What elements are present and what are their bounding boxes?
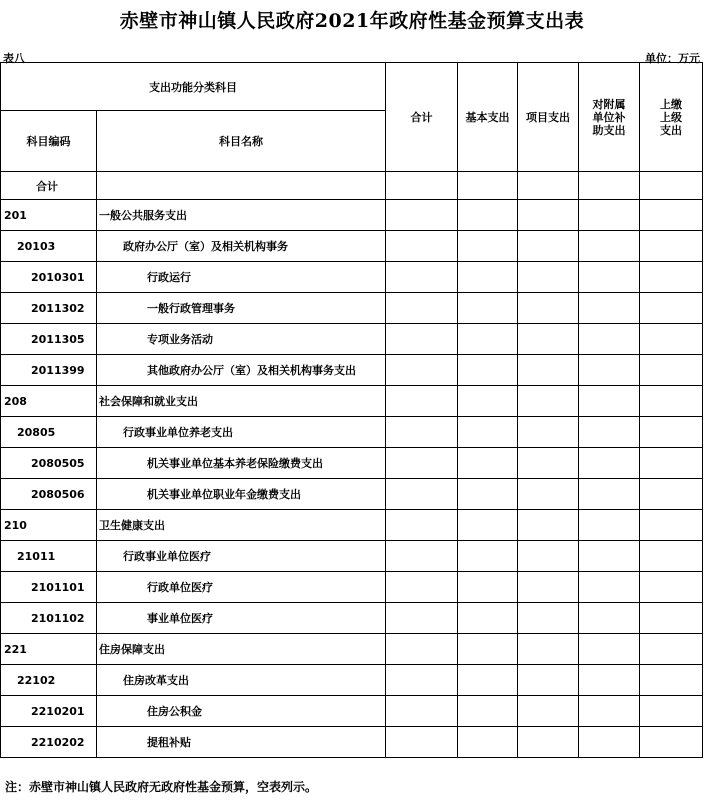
- table-cell: [458, 355, 518, 386]
- row-name: 机关事业单位职业年金缴费支出: [97, 479, 386, 510]
- table-cell: [518, 665, 579, 696]
- row-name: 一般行政管理事务: [97, 293, 386, 324]
- row-code: 2210201: [1, 696, 97, 727]
- table-cell: [518, 541, 579, 572]
- row-code: 20805: [1, 417, 97, 448]
- row-code: 2011399: [1, 355, 97, 386]
- table-cell: [386, 231, 458, 262]
- table-cell: [386, 572, 458, 603]
- header-subsidy: 对附属单位补助支出: [579, 63, 640, 172]
- row-name: 专项业务活动: [97, 324, 386, 355]
- table-row: [1, 727, 703, 758]
- table-cell: [518, 355, 579, 386]
- row-code: 20103: [1, 231, 97, 262]
- table-cell: [579, 293, 640, 324]
- table-cell: [640, 696, 703, 727]
- table-cell: [386, 355, 458, 386]
- table-cell: [518, 386, 579, 417]
- total-row-label: 合计: [1, 172, 97, 200]
- table-cell: [518, 172, 579, 200]
- header-basic: 基本支出: [458, 63, 518, 172]
- table-cell: [579, 572, 640, 603]
- row-code: 2101101: [1, 572, 97, 603]
- table-cell: [458, 262, 518, 293]
- table-cell: [518, 293, 579, 324]
- table-cell: [579, 172, 640, 200]
- table-cell: [579, 603, 640, 634]
- row-name: 一般公共服务支出: [97, 200, 386, 231]
- table-cell: [640, 386, 703, 417]
- table-cell: [458, 541, 518, 572]
- table-cell: [579, 448, 640, 479]
- table-row: [1, 355, 703, 386]
- table-row: [1, 696, 703, 727]
- table-cell: [640, 324, 703, 355]
- row-name: 住房公积金: [97, 696, 386, 727]
- table-row: [1, 572, 703, 603]
- table-cell: [458, 293, 518, 324]
- table-cell: [518, 324, 579, 355]
- table-cell: [640, 417, 703, 448]
- table-row: [1, 665, 703, 696]
- header-name: 科目名称: [97, 111, 386, 172]
- table-label: 表八: [3, 52, 25, 65]
- table-cell: [579, 479, 640, 510]
- table-cell: [579, 231, 640, 262]
- table-cell: [518, 634, 579, 665]
- table-cell: [386, 172, 458, 200]
- table-cell: [458, 665, 518, 696]
- table-cell: [386, 200, 458, 231]
- table-cell: [458, 572, 518, 603]
- budget-table: [0, 62, 703, 758]
- total-row: [1, 172, 703, 200]
- table-cell: [386, 324, 458, 355]
- table-cell: [458, 172, 518, 200]
- row-code: 2011302: [1, 293, 97, 324]
- row-code: 210: [1, 510, 97, 541]
- table-cell: [386, 262, 458, 293]
- table-cell: [640, 541, 703, 572]
- table-cell: [518, 417, 579, 448]
- table-row: [1, 386, 703, 417]
- table-row: [1, 262, 703, 293]
- table-cell: [640, 200, 703, 231]
- table-cell: [518, 262, 579, 293]
- row-name: 机关事业单位基本养老保险缴费支出: [97, 448, 386, 479]
- row-code: 2011305: [1, 324, 97, 355]
- table-cell: [518, 231, 579, 262]
- table-cell: [579, 324, 640, 355]
- table-row: [1, 634, 703, 665]
- table-cell: [386, 603, 458, 634]
- table-cell: [640, 665, 703, 696]
- table-cell: [458, 448, 518, 479]
- table-cell: [640, 355, 703, 386]
- table-cell: [640, 634, 703, 665]
- table-row: [1, 200, 703, 231]
- table-cell: [386, 510, 458, 541]
- table-cell: [518, 510, 579, 541]
- row-name: 行政事业单位养老支出: [97, 417, 386, 448]
- row-code: 208: [1, 386, 97, 417]
- table-cell: [579, 696, 640, 727]
- table-cell: [386, 541, 458, 572]
- row-code: 2080505: [1, 448, 97, 479]
- table-row: [1, 541, 703, 572]
- table-cell: [97, 172, 386, 200]
- row-code: 2210202: [1, 727, 97, 758]
- row-code: 2080506: [1, 479, 97, 510]
- table-row: [1, 293, 703, 324]
- footnote: 注：赤壁市神山镇人民政府无政府性基金预算，空表列示。: [5, 780, 318, 794]
- table-cell: [518, 200, 579, 231]
- table-row: [1, 510, 703, 541]
- row-code: 2010301: [1, 262, 97, 293]
- table-cell: [640, 172, 703, 200]
- table-row: [1, 448, 703, 479]
- table-row: [1, 603, 703, 634]
- table-cell: [386, 696, 458, 727]
- table-cell: [518, 727, 579, 758]
- table-row: [1, 231, 703, 262]
- table-cell: [518, 479, 579, 510]
- unit-label: 单位：万元: [645, 52, 700, 65]
- table-cell: [386, 293, 458, 324]
- table-cell: [518, 572, 579, 603]
- row-name: 行政运行: [97, 262, 386, 293]
- table-row: [1, 479, 703, 510]
- table-cell: [386, 727, 458, 758]
- table-cell: [579, 355, 640, 386]
- row-name: 行政事业单位医疗: [97, 541, 386, 572]
- table-cell: [579, 634, 640, 665]
- table-cell: [386, 448, 458, 479]
- row-name: 社会保障和就业支出: [97, 386, 386, 417]
- row-code: 21011: [1, 541, 97, 572]
- table-cell: [579, 417, 640, 448]
- row-name: 其他政府办公厅（室）及相关机构事务支出: [97, 355, 386, 386]
- table-cell: [640, 231, 703, 262]
- table-cell: [640, 479, 703, 510]
- table-cell: [640, 262, 703, 293]
- row-code: 201: [1, 200, 97, 231]
- table-cell: [518, 448, 579, 479]
- header-code: 科目编码: [1, 111, 97, 172]
- row-name: 住房保障支出: [97, 634, 386, 665]
- table-cell: [458, 417, 518, 448]
- table-cell: [579, 727, 640, 758]
- table-cell: [518, 603, 579, 634]
- table-cell: [579, 200, 640, 231]
- table-cell: [640, 603, 703, 634]
- table-cell: [458, 634, 518, 665]
- page-title: 赤壁市神山镇人民政府2021年政府性基金预算支出表: [119, 10, 585, 32]
- table-cell: [458, 696, 518, 727]
- header-upper: 上缴上级支出: [640, 63, 703, 172]
- table-cell: [579, 665, 640, 696]
- table-cell: [386, 634, 458, 665]
- row-name: 事业单位医疗: [97, 603, 386, 634]
- header-category: 支出功能分类科目: [1, 63, 386, 111]
- table-cell: [458, 479, 518, 510]
- table-cell: [640, 572, 703, 603]
- table-cell: [579, 541, 640, 572]
- table-cell: [386, 386, 458, 417]
- table-cell: [458, 727, 518, 758]
- table-cell: [640, 293, 703, 324]
- row-name: 卫生健康支出: [97, 510, 386, 541]
- row-code: 22102: [1, 665, 97, 696]
- row-name: 住房改革支出: [97, 665, 386, 696]
- header-total: 合计: [386, 63, 458, 172]
- table-cell: [458, 324, 518, 355]
- table-cell: [640, 510, 703, 541]
- table-cell: [386, 665, 458, 696]
- table-cell: [579, 386, 640, 417]
- row-name: 行政单位医疗: [97, 572, 386, 603]
- table-row: [1, 417, 703, 448]
- table-cell: [458, 231, 518, 262]
- table-cell: [458, 510, 518, 541]
- row-name: 提租补贴: [97, 727, 386, 758]
- table-cell: [458, 603, 518, 634]
- table-row: [1, 324, 703, 355]
- table-cell: [386, 417, 458, 448]
- row-code: 221: [1, 634, 97, 665]
- table-cell: [640, 448, 703, 479]
- table-cell: [579, 262, 640, 293]
- header-project: 项目支出: [518, 63, 579, 172]
- table-cell: [579, 510, 640, 541]
- table-cell: [518, 696, 579, 727]
- row-name: 政府办公厅（室）及相关机构事务: [97, 231, 386, 262]
- table-cell: [386, 479, 458, 510]
- row-code: 2101102: [1, 603, 97, 634]
- table-cell: [458, 200, 518, 231]
- table-cell: [458, 386, 518, 417]
- table-cell: [640, 727, 703, 758]
